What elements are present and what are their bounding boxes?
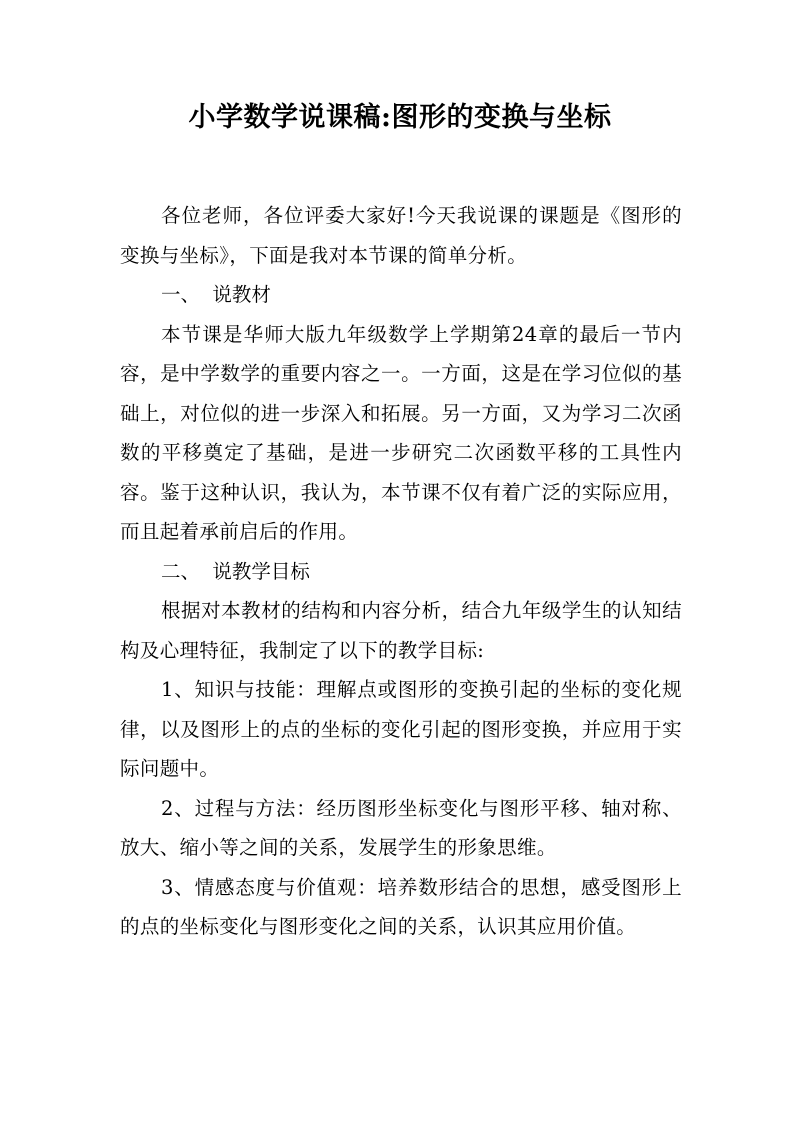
section-heading-objectives: 二、 说教学目标: [161, 559, 310, 583]
document-title: 小学数学说课稿:图形的变换与坐标: [188, 102, 612, 133]
objective-knowledge-skills: 1、知识与技能：理解点或图形的变换引起的坐标的变化规律，以及图形上的点的坐标的变化引起的图形变换，并应用于实际问题中。: [120, 678, 682, 780]
objective-process-methods: 2、过程与方法：经历图形坐标变化与图形平移、轴对称、放大、缩小等之间的关系，发展学生的形象思维。: [120, 796, 682, 859]
section-heading-textbook: 一、 说教材: [161, 283, 271, 306]
objectives-intro-paragraph: 根据对本教材的结构和内容分析，结合九年级学生的认知结构及心理特征，我制定了以下的教学目标:: [120, 599, 682, 662]
objective-emotion-values: 3、情感态度与价值观：培养数形结合的思想，感受图形上的点的坐标变化与图形变化之间的关系，认识其应用价值。: [120, 875, 682, 938]
document-body: [120, 196, 682, 947]
textbook-paragraph: 本节课是华师大版九年级数学上学期第24章的最后一节内容，是中学数学的重要内容之一。一方面，这是在学习位似的基础上，对位似的进一步深入和拓展。另一方面，又为学习二次函数的平移奠定了基础，是进一步研究二次函数平移的工具性内容。鉴于这种认识，我认为，本节课不仅有着广泛的实际应用，而且起着承前启后的作用。: [120, 322, 682, 543]
intro-paragraph: 各位老师，各位评委大家好!今天我说课的课题是《图形的变换与坐标》，下面是我对本节课的简单分析。: [120, 204, 682, 267]
